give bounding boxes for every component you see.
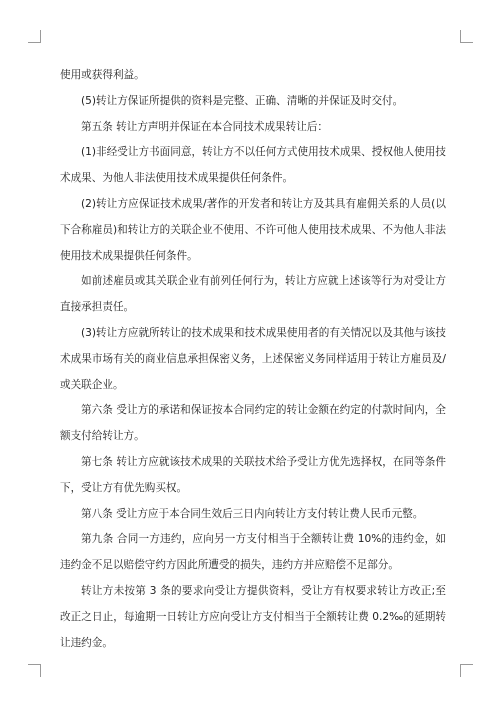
paragraph-article-8: 第八条 受让方应于本合同生效后三日内向转让方支付转让费人民币元整。 bbox=[81, 507, 424, 520]
paragraph-article-9-delay: 转让方未按第 3 条的要求向受让方提供资料，受让方有权要求转让方改正;至改正之日止，每逾期一日转让方应向受让方支付相当于全额转让费 0.2‰的延期转让违约金。 bbox=[60, 584, 446, 649]
paragraph-article-5: 第五条 转让方声明并保证在本合同技术成果转让后： bbox=[81, 120, 329, 133]
crop-mark-bottom-right bbox=[460, 664, 473, 677]
paragraph-clause-4-item-5: (5)转让方保证所提供的资料是完整、正确、清晰的并保证及时交付。 bbox=[81, 94, 404, 107]
crop-mark-bottom-left bbox=[28, 664, 41, 677]
paragraph-article-5-item-3: (3)转让方应就所转让的技术成果和技术成果使用者的有关情况以及其他与该技术成果市场有关的商业信息承担保密义务，上述保密义务同样适用于转让方雇员及/或关联企业。 bbox=[60, 326, 446, 391]
paragraph-article-9: 第九条 合同一方违约，应向另一方支付相当于全额转让费 10%的违约金，如违约金不足以赔偿守约方因此所遭受的损失，违约方并应赔偿不足部分。 bbox=[60, 533, 446, 572]
paragraph-article-5-item-1: (1)非经受让方书面同意，转让方不以任何方式使用技术成果、授权他人使用技术成果、为他人非法使用技术成果提供任何条件。 bbox=[60, 146, 446, 185]
paragraph-article-5-liability: 如前述雇员或其关联企业有前列任何行为，转让方应就上述该等行为对受让方直接承担责任。 bbox=[60, 275, 446, 314]
document-body bbox=[60, 63, 446, 656]
paragraph-article-5-item-2: (2)转让方应保证技术成果/著作的开发者和转让方及其具有雇佣关系的人员(以下合称雇员)和转让方的关联企业不使用、不许可他人使用技术成果、不为他人非法使用技术成果提供任何条件。 bbox=[60, 197, 446, 262]
paragraph-article-7: 第七条 转让方应就该技术成果的关联技术给予受让方优先选择权，在同等条件下，受让方有优先购买权。 bbox=[60, 455, 446, 494]
crop-mark-top-right bbox=[460, 30, 473, 43]
paragraph-continuation: 使用或获得利益。 bbox=[60, 69, 145, 81]
paragraph-article-6: 第六条 受让方的承诺和保证按本合同约定的转让金额在约定的付款时间内，全额支付给转让方。 bbox=[60, 404, 446, 443]
crop-mark-top-left bbox=[28, 30, 41, 43]
